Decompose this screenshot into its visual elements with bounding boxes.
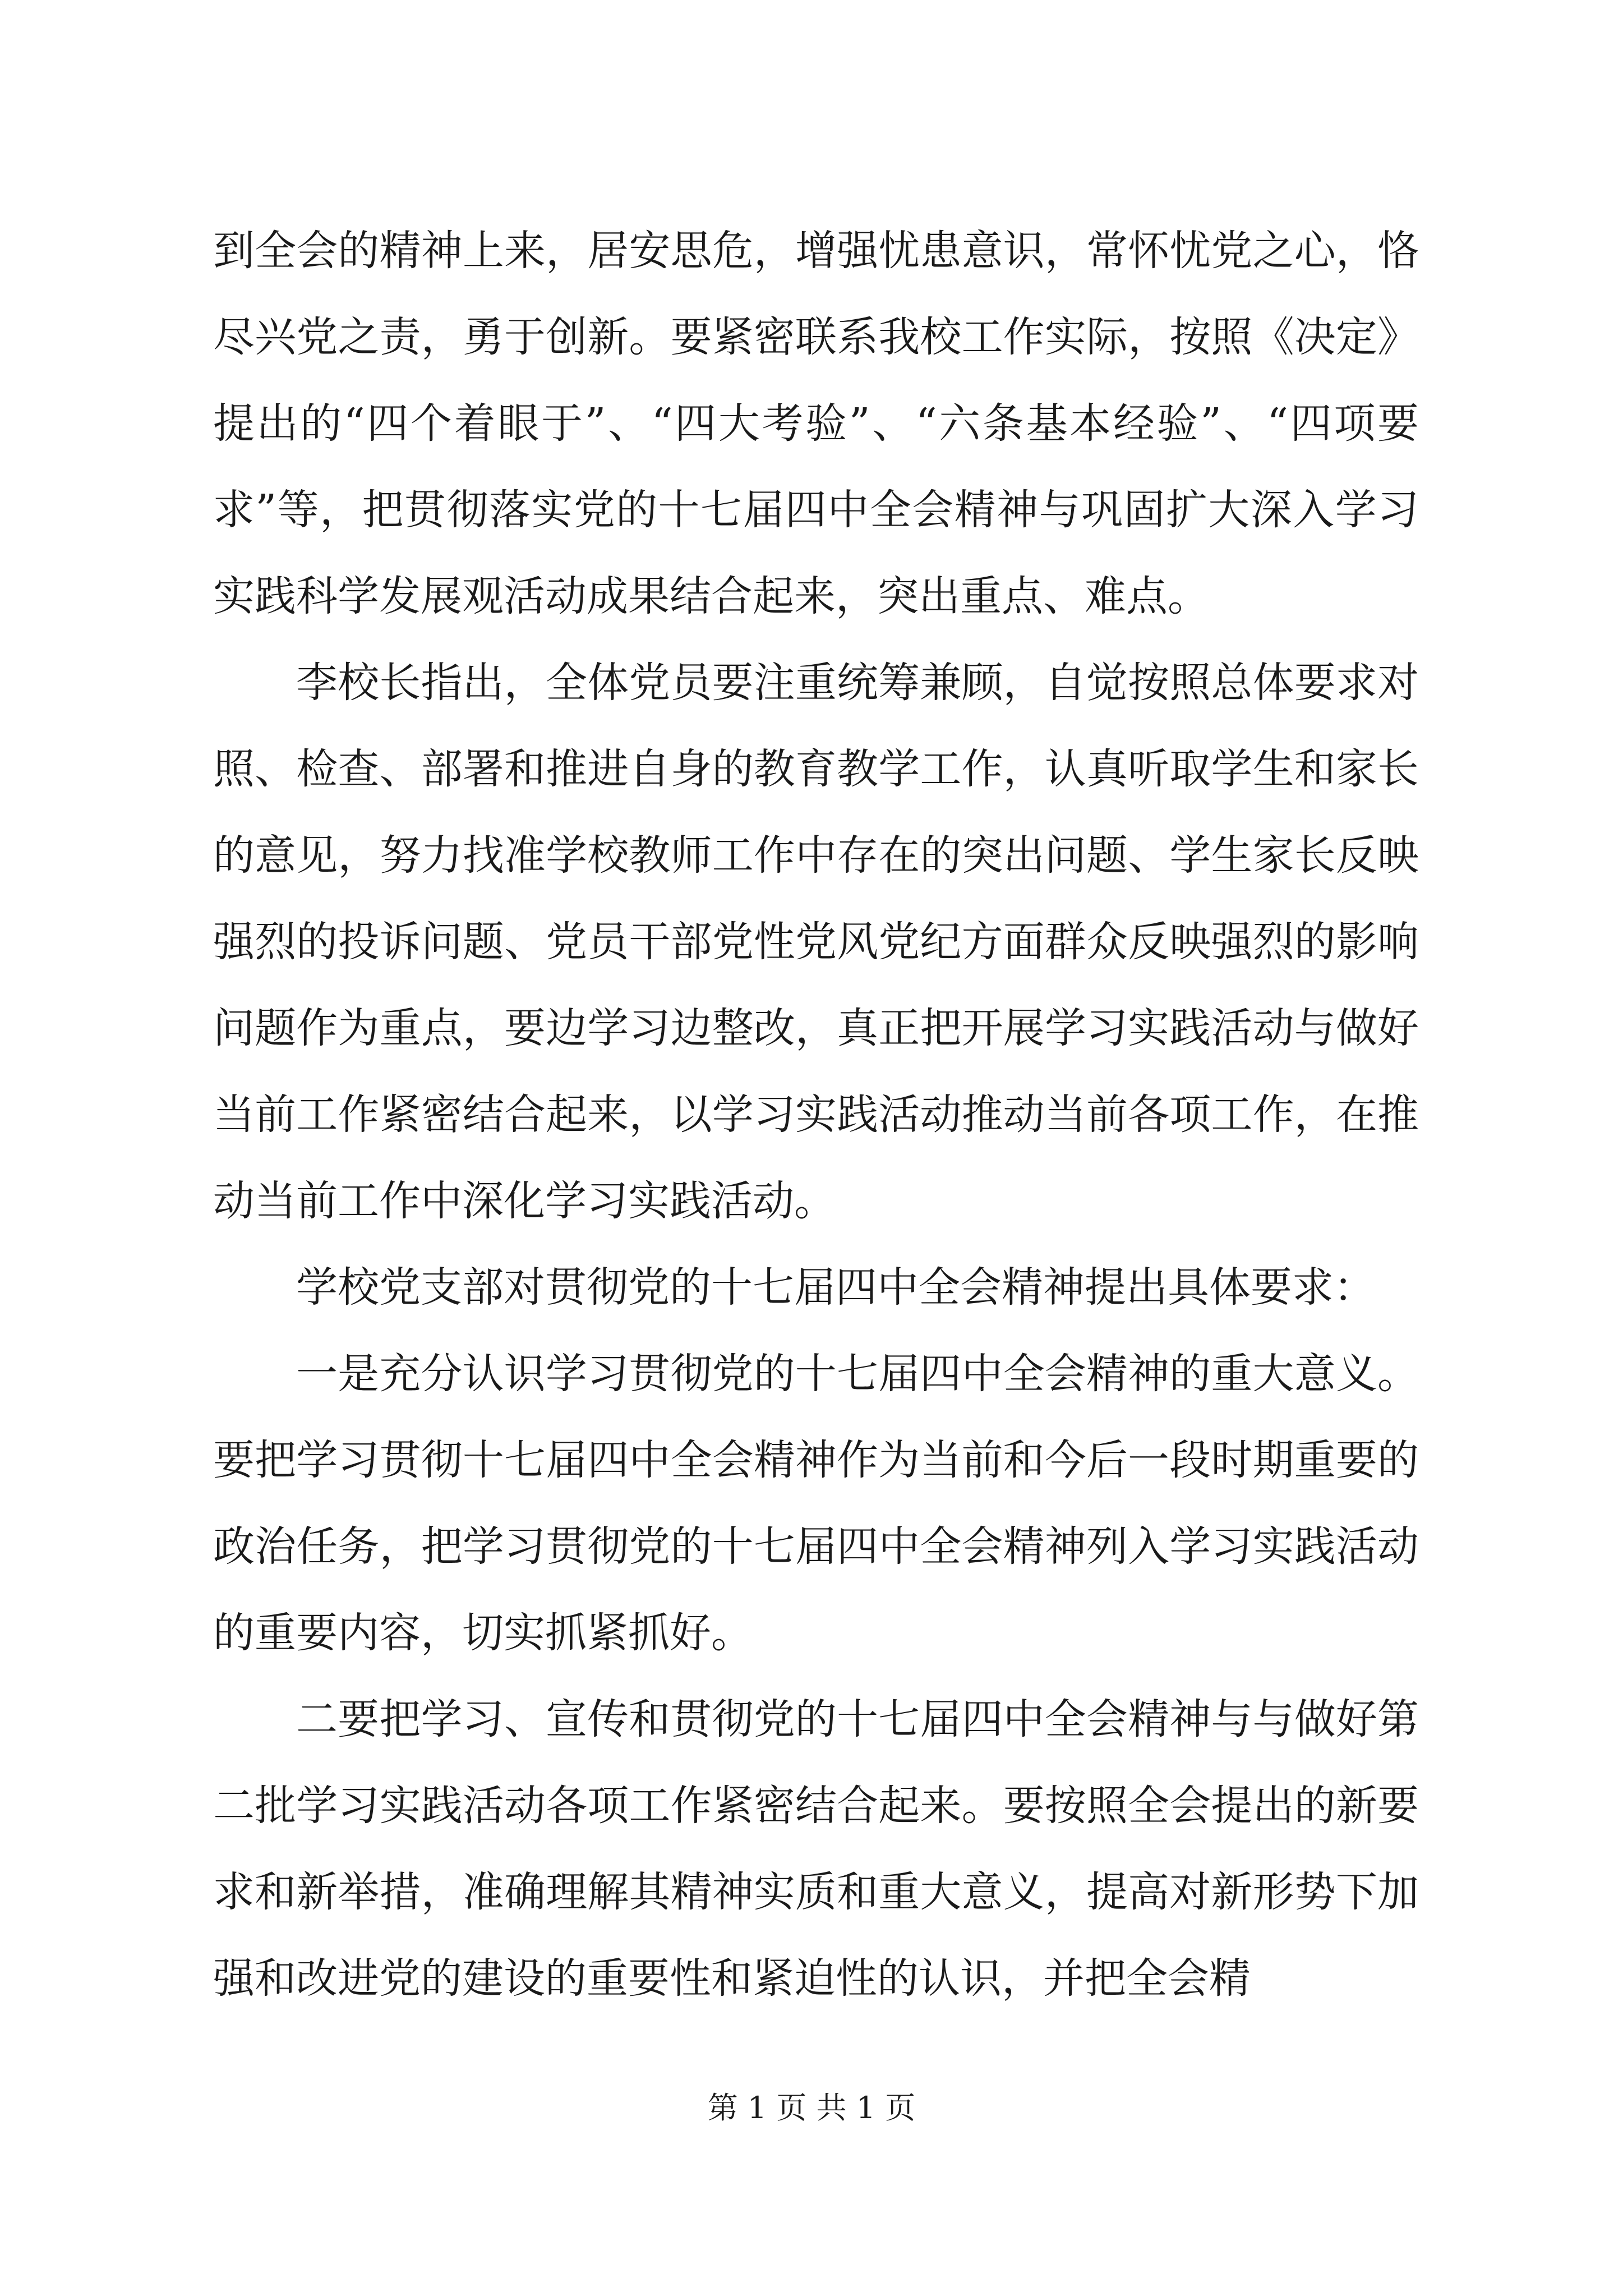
paragraph-requirement-two: 二要把学习、宣传和贯彻党的十七届四中全会精神与与做好第二批学习实践活动各项工作紧密结合起来。要按照全会提出的新要求和新举措，准确理解其精神实质和重大意义，提高对新形势下加强和改进党的建设的重要性和紧迫性的认识，并把全会精 — [213, 1695, 1419, 2003]
paragraph-principal-remarks: 李校长指出，全体党员要注重统筹兼顾，自觉按照总体要求对照、检查、部署和推进自身的教育教学工作，认真听取学生和家长的意见，努力找准学校教师工作中存在的突出问题、学生家长反映强烈的投诉问题、党员干部党性党风党纪方面群众反映强烈的影响问题作为重点，要边学习边整改，真正把开展学习实践活动与做好当前工作紧密结合起来，以学习实践活动推动当前各项工作，在推动当前工作中深化学习实践活动。 — [213, 659, 1419, 1225]
page-footer: 第 1 页 共 1 页 — [707, 2090, 916, 2125]
paragraph-continuation: 到全会的精神上来，居安思危，增强忧患意识，常怀忧党之心，恪尽兴党之责，勇于创新。要紧密联系我校工作实际，按照《决定》提出的“四个着眼于”、“四大考验”、“六条基本经验”、“四项要求”等，把贯彻落实党的十七届四中全会精神与巩固扩大深入学习实践科学发展观活动成果结合起来，突出重点、难点。 — [213, 227, 1419, 620]
document-body — [213, 208, 1419, 2022]
paragraph-requirement-one: 一是充分认识学习贯彻党的十七届四中全会精神的重大意义。要把学习贯彻十七届四中全会精神作为当前和今后一段时期重要的政治任务，把学习贯彻党的十七届四中全会精神列入学习实践活动的重要内容，切实抓紧抓好。 — [213, 1350, 1419, 1657]
paragraph-requirements-intro: 学校党支部对贯彻党的十七届四中全会精神提出具体要求： — [296, 1263, 1375, 1312]
